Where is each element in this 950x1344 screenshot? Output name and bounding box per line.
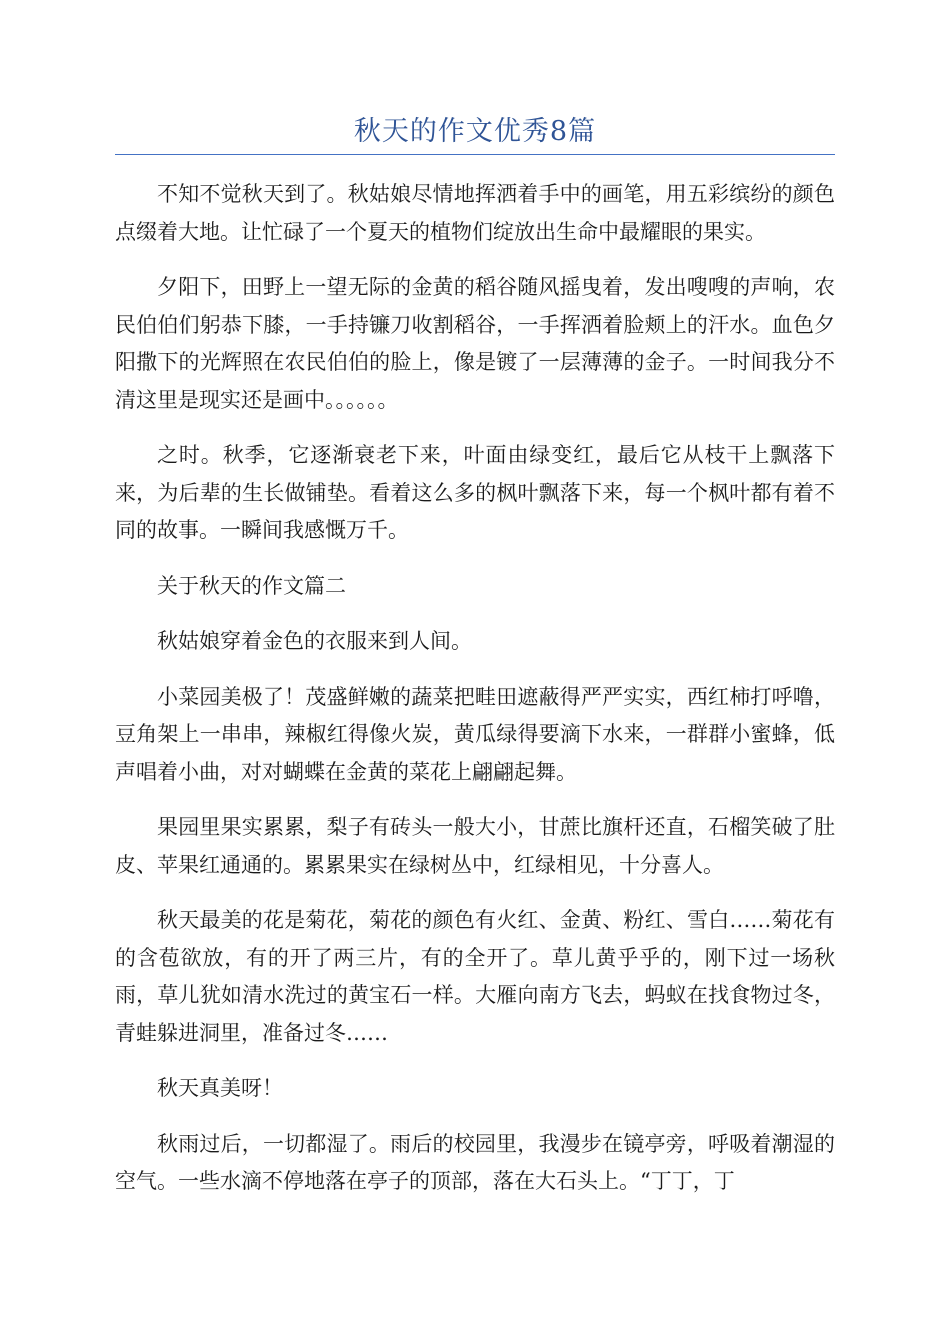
paragraph: 秋雨过后，一切都湿了。雨后的校园里，我漫步在镜亭旁，呼吸着潮湿的空气。一些水滴不停地落在亭子的顶部，落在大石头上。“丁丁，丁 bbox=[115, 1131, 835, 1193]
section-heading: 关于秋天的作文篇二 bbox=[157, 573, 346, 598]
paragraph: 之时。秋季，它逐渐衰老下来，叶面由绿变红，最后它从枝干上飘落下来，为后辈的生长做铺垫。看着这么多的枫叶飘落下来，每一个枫叶都有着不同的故事。一瞬间我感慨万千。 bbox=[115, 443, 835, 542]
paragraph: 果园里果实累累，梨子有砖头一般大小，甘蔗比旗杆还直，石榴笑破了肚皮、苹果红通通的。累累果实在绿树丛中，红绿相见，十分喜人。 bbox=[115, 815, 835, 877]
paragraph: 秋天真美呀！ bbox=[157, 1076, 283, 1100]
paragraph: 秋天最美的花是菊花，菊花的颜色有火红、金黄、粉红、雪白……菊花有的含苞欲放，有的开了两三片，有的全开了。草儿黄乎乎的，刚下过一场秋雨，草儿犹如清水洗过的黄宝石一样。大雁向南方飞去，蚂蚁在找食物过冬，青蛙躲进洞里，准备过冬…… bbox=[115, 908, 835, 1045]
document-title: 秋天的作文优秀8篇 bbox=[353, 116, 597, 147]
paragraph: 夕阳下，田野上一望无际的金黄的稻谷随风摇曳着，发出嗖嗖的声响，农民伯伯们躬恭下膝，一手持镰刀收割稻谷，一手挥洒着脸颊上的汗水。血色夕阳撒下的光辉照在农民伯伯的脸上，像是镀了一层薄薄的金子。一时间我分不清这里是现实还是画中。。。。。。 bbox=[115, 275, 835, 412]
paragraph: 小菜园美极了！茂盛鲜嫩的蔬菜把畦田遮蔽得严严实实，西红柿打呼噜，豆角架上一串串，辣椒红得像火炭，黄瓜绿得要滴下水来，一群群小蜜蜂，低声唱着小曲，对对蝴蝶在金黄的菜花上翩翩起舞。 bbox=[115, 684, 835, 784]
title-underline bbox=[115, 154, 835, 155]
paragraph: 秋姑娘穿着金色的衣服来到人间。 bbox=[157, 629, 472, 653]
document-body bbox=[115, 176, 835, 1219]
paragraph: 不知不觉秋天到了。秋姑娘尽情地挥洒着手中的画笔，用五彩缤纷的颜色点缀着大地。让忙碌了一个夏天的植物们绽放出生命中最耀眼的果实。 bbox=[115, 182, 835, 244]
